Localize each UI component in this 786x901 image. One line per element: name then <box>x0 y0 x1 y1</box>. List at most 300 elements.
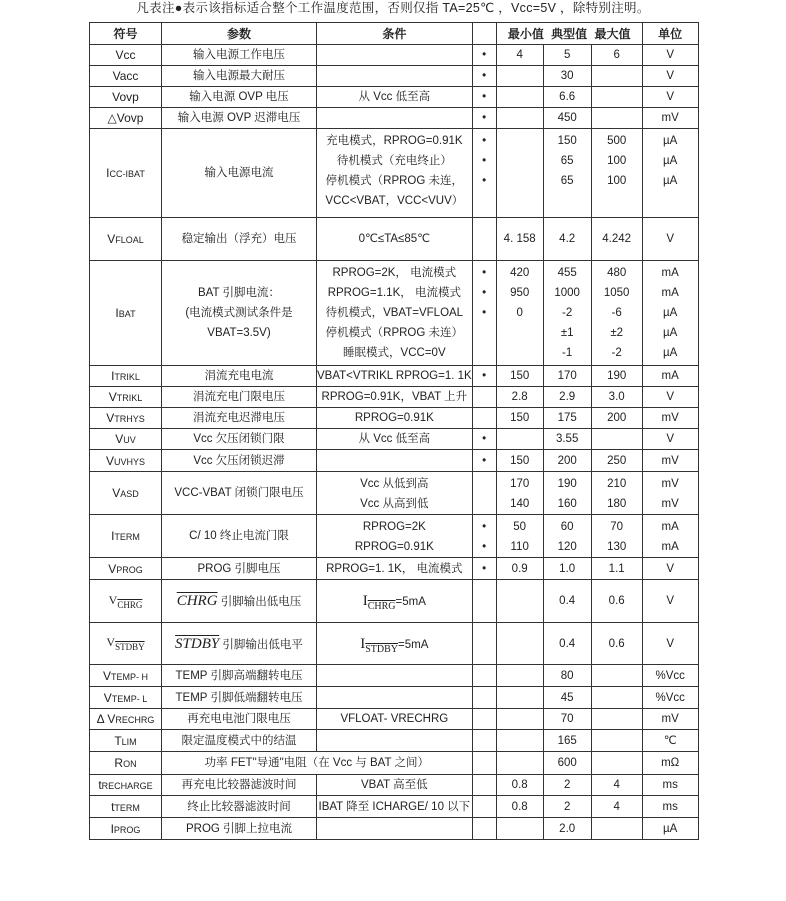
cond-line <box>317 634 472 654</box>
cond-cell <box>317 472 473 515</box>
cond-cell <box>317 129 473 218</box>
symbol-sub: ON <box>123 759 137 769</box>
cond-sub: STDBY <box>365 643 399 655</box>
typ-cell <box>543 752 591 775</box>
max-cell <box>591 796 642 818</box>
max-cell <box>591 818 642 840</box>
cond-line: 停机模式（RPROG 未连， <box>325 175 464 187</box>
cond-line: 睡眠模式，VCC=0V <box>343 347 446 359</box>
unit-line: %Vcc <box>655 669 685 682</box>
symbol-main: I <box>110 821 114 836</box>
param-line: PROG 引脚上拉电流 <box>185 822 293 835</box>
cond-line: 停机模式（RPROG 未连） <box>325 327 464 339</box>
typ-line: 65 <box>560 175 574 187</box>
symbol-sub: TRHYS <box>114 414 145 424</box>
unit-line: V <box>666 637 674 650</box>
cond-cell <box>317 261 473 366</box>
symbol-main: R <box>114 756 124 770</box>
symbol-sub: TERM <box>114 802 140 813</box>
dot-cell <box>472 580 496 623</box>
max-cell <box>591 218 642 261</box>
symbol-sub: PROG <box>113 824 141 835</box>
typ-line: 600 <box>557 757 577 769</box>
unit-line: mA <box>661 541 679 553</box>
max-line: -6 <box>611 307 622 319</box>
table-row <box>90 709 699 730</box>
param-line: 输入电源 OVP 电压 <box>189 91 289 103</box>
param-line: 稳定输出（浮充）电压 <box>181 233 297 245</box>
dot-cell <box>472 752 496 775</box>
header-cond: 条件 <box>317 23 473 45</box>
temperature-range-dot: • <box>482 370 487 382</box>
symbol-cell <box>90 796 162 818</box>
unit-line: mΩ <box>661 757 680 769</box>
min-line: 0.8 <box>511 779 528 791</box>
min-cell <box>496 45 543 66</box>
symbol-sub: PROG <box>116 564 143 575</box>
table-row <box>90 87 699 108</box>
cond-line: RPROG=1. 1K， 电流模式 <box>326 562 463 575</box>
typ-cell <box>543 730 591 752</box>
param-line: 输入电源工作电压 <box>193 49 285 61</box>
typ-line: 170 <box>557 370 577 382</box>
min-cell <box>496 796 543 818</box>
symbol-cell <box>90 472 162 515</box>
unit-cell <box>642 752 698 775</box>
cond-line: VCC<VBAT，VCC<VUV） <box>325 195 464 207</box>
typ-cell <box>543 558 591 580</box>
max-cell <box>591 775 642 796</box>
dot-cell <box>472 665 496 687</box>
cond-line: 从 Vcc 低至高 <box>358 91 431 103</box>
unit-line: V <box>666 562 674 575</box>
symbol-main: Vcc <box>115 48 136 62</box>
symbol-cell <box>90 665 162 687</box>
param-line: VBAT=3.5V) <box>207 327 271 339</box>
cond-line <box>317 591 472 611</box>
typ-line: 150 <box>557 135 577 147</box>
temperature-range-dot: • <box>482 70 487 82</box>
cond-cell <box>317 87 473 108</box>
param-line: 涓流充电门限电压 <box>193 391 285 403</box>
min-line: 50 <box>513 521 527 533</box>
typ-line: 2 <box>563 779 571 791</box>
cond-cell <box>317 623 473 665</box>
symbol-sub: LIM <box>121 736 137 747</box>
typ-cell <box>543 818 591 840</box>
typ-cell <box>543 687 591 709</box>
typ-line: 165 <box>557 734 577 747</box>
min-cell <box>496 429 543 450</box>
min-cell <box>496 687 543 709</box>
dot-cell <box>472 775 496 796</box>
dot-cell <box>472 408 496 429</box>
unit-cell <box>642 261 698 366</box>
table-note: 凡表注●表示该指标适合整个工作温度范围，否则仅指 TA=25℃ ，Vcc=5V ，除特别注明。 <box>136 1 650 15</box>
unit-line: V <box>666 49 674 61</box>
cond-cell <box>317 796 473 818</box>
min-line: 4. 158 <box>503 233 536 245</box>
typ-line: 190 <box>557 478 577 490</box>
param-line <box>162 591 316 611</box>
param-cell <box>162 775 317 796</box>
param-line: 输入电源最大耐压 <box>193 70 285 82</box>
cond-cell <box>317 775 473 796</box>
unit-cell <box>642 387 698 408</box>
param-cell <box>162 366 317 387</box>
typ-line: 2 <box>563 800 571 813</box>
overline-signal: CHRG <box>176 593 218 609</box>
typ-line: 6.6 <box>559 91 576 103</box>
max-cell <box>591 108 642 129</box>
max-line: 200 <box>607 412 627 424</box>
typ-line: 1.0 <box>559 562 576 575</box>
unit-cell <box>642 108 698 129</box>
unit-line: %Vcc <box>655 691 685 704</box>
min-cell <box>496 66 543 87</box>
param-cell <box>162 129 317 218</box>
min-cell <box>496 261 543 366</box>
symbol-cell <box>90 709 162 730</box>
typ-line: 200 <box>557 454 577 467</box>
unit-line: µA <box>663 327 678 339</box>
unit-line: µA <box>663 155 678 167</box>
temperature-range-dot: • <box>482 562 487 575</box>
max-line: -2 <box>611 347 622 359</box>
max-line: 180 <box>607 498 627 510</box>
symbol-sub: RECHRG <box>115 715 155 725</box>
typ-cell <box>543 515 591 558</box>
param-cell <box>162 730 317 752</box>
min-cell <box>496 558 543 580</box>
symbol-main: V <box>112 486 121 500</box>
typ-line: 65 <box>560 155 574 167</box>
unit-cell <box>642 218 698 261</box>
max-line: 70 <box>610 521 624 533</box>
unit-line: V <box>666 433 674 445</box>
temperature-range-dot: • <box>482 135 487 147</box>
dot-cell <box>472 818 496 840</box>
temperature-range-dot: • <box>482 175 487 187</box>
temperature-range-dot: • <box>482 155 487 167</box>
param-line: 涓流充电迟滞电压 <box>193 412 285 424</box>
dot-cell <box>472 730 496 752</box>
cond-cell <box>317 366 473 387</box>
temperature-range-dot: • <box>482 267 487 279</box>
dot-cell <box>472 687 496 709</box>
param-text: 引脚输出低电平 <box>219 638 303 651</box>
dot-cell <box>472 87 496 108</box>
max-cell <box>591 429 642 450</box>
symbol-cell <box>90 580 162 623</box>
min-cell <box>496 472 543 515</box>
max-line: 210 <box>607 478 627 490</box>
typ-cell <box>543 665 591 687</box>
max-cell <box>591 709 642 730</box>
header-unit: 单位 <box>642 23 698 45</box>
symbol-sub: TRIKL <box>114 372 140 382</box>
unit-cell <box>642 558 698 580</box>
header-values: 最小值 典型值 最大值 <box>496 23 642 45</box>
typ-cell <box>543 366 591 387</box>
cond-line: 0℃≤TA≤85℃ <box>358 233 431 245</box>
param-line: 涓流充电电流 <box>204 370 274 382</box>
unit-cell <box>642 580 698 623</box>
typ-cell <box>543 580 591 623</box>
unit-cell <box>642 709 698 730</box>
typ-line: 3.55 <box>555 433 579 445</box>
param-line: TEMP 引脚低端翻转电压 <box>175 691 303 704</box>
typ-line: -1 <box>562 347 573 359</box>
max-cell <box>591 408 642 429</box>
typ-line: 160 <box>557 498 577 510</box>
typ-cell <box>543 408 591 429</box>
cond-line: VBAT<VTRIKL RPROG=1. 1K <box>317 370 472 382</box>
unit-line: mV <box>661 112 679 124</box>
symbol-sub: BAT <box>118 309 136 319</box>
param-cell <box>162 623 317 665</box>
symbol-main: V <box>108 592 118 607</box>
typ-line: 70 <box>560 713 574 725</box>
typ-line: 80 <box>560 669 574 682</box>
dot-cell <box>472 66 496 87</box>
typ-cell <box>543 623 591 665</box>
unit-cell <box>642 472 698 515</box>
symbol-cell <box>90 450 162 472</box>
table-row <box>90 408 699 429</box>
symbol-main: t <box>98 778 102 792</box>
symbol-cell <box>90 429 162 450</box>
temperature-range-dot: • <box>482 433 487 445</box>
table-row <box>90 450 699 472</box>
table-row <box>90 558 699 580</box>
symbol-main: V <box>106 411 115 425</box>
max-cell <box>591 580 642 623</box>
typ-cell <box>543 796 591 818</box>
max-line: 1050 <box>603 287 630 299</box>
typ-cell <box>543 450 591 472</box>
cond-line: 待机模式（充电终止） <box>336 155 452 167</box>
min-cell <box>496 665 543 687</box>
header-symbol: 符号 <box>90 23 162 45</box>
max-line: 4.242 <box>602 233 632 245</box>
unit-cell <box>642 366 698 387</box>
max-line: 190 <box>607 370 627 382</box>
min-line: 150 <box>510 412 530 424</box>
param-cell <box>162 108 317 129</box>
temperature-range-dot: • <box>482 454 487 467</box>
unit-cell <box>642 408 698 429</box>
unit-line: µA <box>663 347 678 359</box>
symbol-main: V <box>107 232 116 246</box>
param-line <box>162 634 316 654</box>
temperature-range-dot: • <box>482 287 487 299</box>
symbol-cell <box>90 408 162 429</box>
table-row <box>90 623 699 665</box>
table-row <box>90 129 699 218</box>
temperature-range-dot: • <box>482 307 487 319</box>
min-cell <box>496 775 543 796</box>
param-cell <box>162 261 317 366</box>
min-line: 2.8 <box>511 391 528 403</box>
symbol-sub: STDBY <box>115 642 145 652</box>
min-cell <box>496 623 543 665</box>
symbol-main: V <box>115 432 124 446</box>
typ-line: 45 <box>560 691 574 704</box>
unit-line: mA <box>661 267 679 279</box>
symbol-sub: FLOAL <box>115 235 144 245</box>
param-cell <box>162 752 473 775</box>
param-line: BAT 引脚电流： <box>198 287 280 299</box>
unit-cell <box>642 730 698 752</box>
symbol-cell <box>90 752 162 775</box>
dot-cell <box>472 515 496 558</box>
min-cell <box>496 580 543 623</box>
typ-cell <box>543 218 591 261</box>
cond-line: RPROG=2K <box>362 521 426 533</box>
unit-line: mV <box>661 498 679 510</box>
typ-line: 175 <box>557 412 577 424</box>
max-cell <box>591 387 642 408</box>
min-line: 950 <box>510 287 530 299</box>
max-line: 500 <box>607 135 627 147</box>
min-line: 170 <box>510 478 530 490</box>
symbol-sub: TEMP- L <box>111 693 148 704</box>
cond-line: VBAT 高至低 <box>361 779 428 791</box>
cond-cell <box>317 665 473 687</box>
min-line: 110 <box>510 541 529 553</box>
table-row <box>90 108 699 129</box>
typ-cell <box>543 261 591 366</box>
symbol-main: V <box>108 561 117 576</box>
typ-cell <box>543 45 591 66</box>
dot-cell <box>472 108 496 129</box>
param-line: 终止比较器滤波时间 <box>187 800 291 813</box>
symbol-cell <box>90 129 162 218</box>
dot-cell <box>472 450 496 472</box>
symbol-main: V <box>103 690 112 705</box>
param-cell <box>162 796 317 818</box>
min-line: 0 <box>516 307 523 319</box>
cond-line: 从 Vcc 低至高 <box>358 433 431 445</box>
table-row <box>90 687 699 709</box>
param-line: 功率 FET"导通"电阻（在 Vcc 与 BAT 之间） <box>204 757 429 769</box>
cond-cell <box>317 429 473 450</box>
symbol-main: I <box>106 166 110 180</box>
param-cell <box>162 450 317 472</box>
unit-cell <box>642 45 698 66</box>
typ-line: 2.9 <box>559 391 576 403</box>
typ-line: 120 <box>557 541 577 553</box>
cond-line: RPROG=0.91K，VBAT 上升 <box>321 391 468 403</box>
temperature-range-dot: • <box>482 91 487 103</box>
param-cell <box>162 429 317 450</box>
unit-cell <box>642 775 698 796</box>
symbol-cell <box>90 818 162 840</box>
max-line: 1.1 <box>608 562 625 575</box>
overline-signal: STDBY <box>175 635 220 652</box>
dot-cell <box>472 387 496 408</box>
symbol-main: I <box>111 529 115 543</box>
cond-main: I <box>362 593 368 609</box>
temperature-range-dot: • <box>482 49 487 61</box>
param-line: Vcc 欠压闭锁门限 <box>193 433 285 445</box>
max-line: 100 <box>607 175 627 187</box>
unit-cell <box>642 429 698 450</box>
unit-line: V <box>666 233 674 245</box>
cond-text: =5mA <box>398 638 429 651</box>
min-cell <box>496 818 543 840</box>
min-cell <box>496 87 543 108</box>
cond-line: Vcc 从低到高 <box>360 478 429 490</box>
typ-cell <box>543 108 591 129</box>
table-row <box>90 515 699 558</box>
symbol-cell <box>90 775 162 796</box>
unit-line: mA <box>661 521 679 533</box>
symbol-main: Vacc <box>112 69 139 83</box>
cond-cell <box>317 709 473 730</box>
cond-cell <box>317 558 473 580</box>
symbol-cell <box>90 218 162 261</box>
min-cell <box>496 752 543 775</box>
dot-cell <box>472 45 496 66</box>
min-line: 4 <box>516 49 523 61</box>
param-line: TEMP 引脚高端翻转电压 <box>175 669 303 682</box>
max-cell <box>591 66 642 87</box>
max-line: 100 <box>607 155 627 167</box>
cond-main: I <box>360 635 366 652</box>
unit-line: V <box>666 91 674 103</box>
electrical-characteristics-table <box>89 22 699 840</box>
symbol-main: T <box>114 733 122 748</box>
min-line: 0.8 <box>511 800 528 813</box>
param-line: Vcc 欠压闭锁迟滞 <box>193 454 285 467</box>
param-line: C/ 10 终止电流门限 <box>189 530 289 542</box>
dot-cell <box>472 129 496 218</box>
symbol-cell <box>90 366 162 387</box>
table-row <box>90 730 699 752</box>
header-param: 参数 <box>162 23 317 45</box>
max-cell <box>591 261 642 366</box>
param-line: 限定温度模式中的结温 <box>181 734 297 747</box>
unit-line: µA <box>663 307 678 319</box>
unit-line: V <box>666 70 674 82</box>
table-row <box>90 387 699 408</box>
cond-line: RPROG=1.1K， 电流模式 <box>327 287 461 299</box>
typ-line: 1000 <box>554 287 580 299</box>
typ-cell <box>543 87 591 108</box>
dot-cell <box>472 796 496 818</box>
unit-line: ms <box>662 779 678 791</box>
max-cell <box>591 687 642 709</box>
max-line: 4 <box>613 779 620 791</box>
max-cell <box>591 129 642 218</box>
typ-line: 30 <box>560 70 574 82</box>
unit-cell <box>642 665 698 687</box>
table-row <box>90 775 699 796</box>
symbol-main: I <box>111 369 115 383</box>
symbol-main: Vovp <box>112 90 139 104</box>
param-cell <box>162 687 317 709</box>
symbol-sub: TRIKL <box>116 393 143 403</box>
symbol-cell <box>90 45 162 66</box>
symbol-sub: CHRG <box>117 599 143 610</box>
param-cell <box>162 558 317 580</box>
cond-cell <box>317 515 473 558</box>
header-dot <box>472 23 496 45</box>
unit-cell <box>642 66 698 87</box>
unit-cell <box>642 687 698 709</box>
